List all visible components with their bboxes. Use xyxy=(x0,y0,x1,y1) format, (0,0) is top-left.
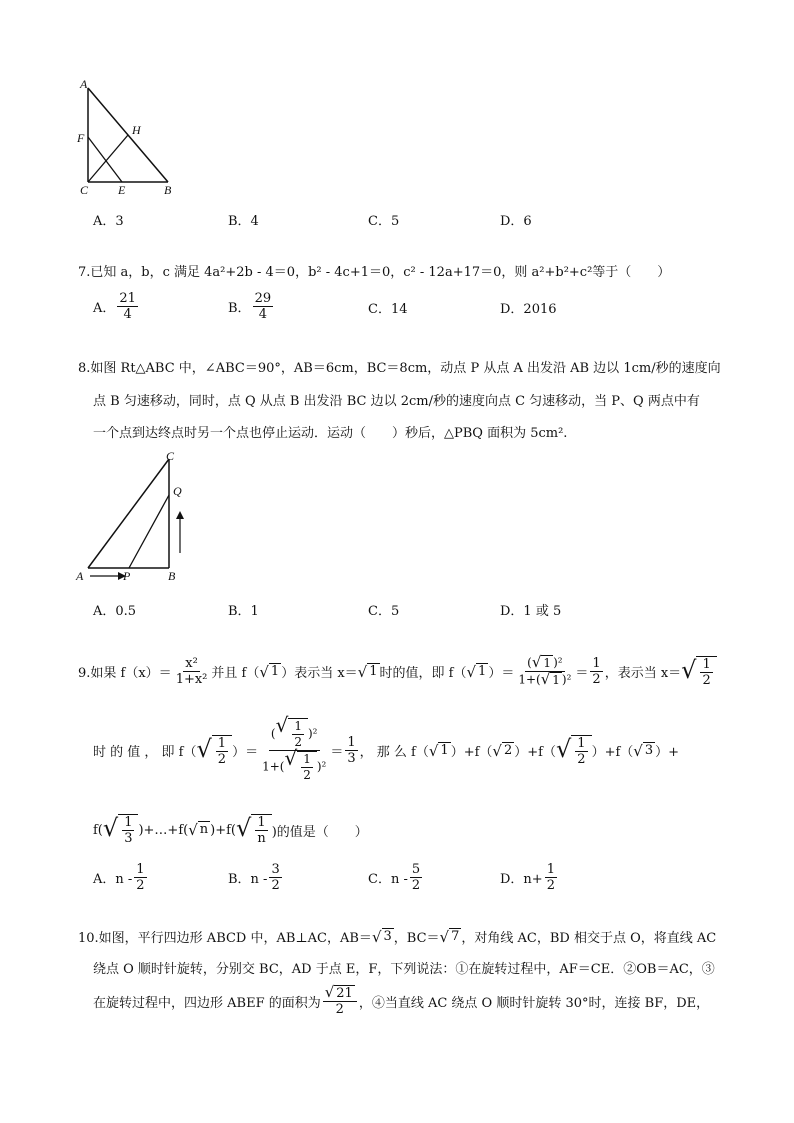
q9-option-b[interactable] xyxy=(228,862,284,893)
q9-line3: f( √ $\frac{1}{3}$ )+…+f( √ n )+f( √ $\frac{1}{n}$ )的值是（ ） xyxy=(93,814,368,846)
q9-l2-text-h: ）+ xyxy=(655,745,680,760)
q9-l3-recip-num: 1 xyxy=(257,815,266,830)
q9-l2-sqrthalf-den: 2 xyxy=(217,751,227,767)
q8-fig-label-c: C xyxy=(166,449,175,463)
q9-l2-text-g: ）+f（ xyxy=(591,745,634,760)
q8-stem-line1: 8.如图 Rt△ABC 中，∠ABC＝90°，AB＝6cm，BC＝8cm，动点 P 从点 A 出发沿 AB 边以 1cm/秒的速度向 xyxy=(78,361,721,376)
q9-l2-sqrt1: 1 xyxy=(440,742,449,758)
q9-text-5: ）＝ xyxy=(488,666,515,681)
q10-l3-text-b: ，④当直线 AC 绕点 O 顺时针旋转 30°时，连接 BF，DE， xyxy=(358,995,710,1011)
q10-line3: 在旋转过程中，四边形 ABEF 的面积为 √ 21 2 ，④当直线 AC 绕点 O 顺时针旋转 30°时，连接 BF，DE， xyxy=(93,983,710,1017)
q9-l3-sqrtn: n xyxy=(199,822,209,837)
q9-option-c[interactable] xyxy=(368,862,424,893)
q9-l2-text-f: ）+f（ xyxy=(514,745,556,760)
q7-option-b-num: 29 xyxy=(254,291,272,306)
q9-option-c-prefix: C．n - xyxy=(368,872,408,887)
q9-text-2: 并且 f（ xyxy=(211,666,260,681)
q9-third-num: 1 xyxy=(347,735,356,750)
q8-fig-label-p: P xyxy=(123,569,131,583)
fig1-label-f: F xyxy=(77,131,85,145)
q9-l2-ex-num-d: 2 xyxy=(294,735,302,749)
q7-option-a-den: 4 xyxy=(123,307,132,322)
q8-option-a[interactable]: A．0.5 xyxy=(93,604,137,619)
q10-l1-text-c: ，对角线 AC，BD 相交于点 O，将直线 AC xyxy=(461,931,717,946)
q9-l2-sqrt3: 3 xyxy=(644,742,654,758)
q9-text-7: ，表示当 x＝ xyxy=(604,666,682,681)
q7-option-c[interactable]: C．14 xyxy=(368,302,408,317)
q7-option-b[interactable] xyxy=(228,291,275,322)
q9-l3-recip-den: n xyxy=(257,831,266,846)
q8-option-c[interactable]: C．5 xyxy=(368,604,400,619)
q9-sqrt1-c: 1 xyxy=(478,663,487,679)
q10-l1-text-b: ，BC＝ xyxy=(393,931,440,946)
q7-option-b-prefix: B． xyxy=(228,301,251,316)
q9-third-den: 3 xyxy=(347,751,356,766)
q9-option-b-prefix: B．n - xyxy=(228,872,268,887)
q9-l2-text-b: ）＝ xyxy=(232,745,259,760)
q9-option-b-num: 3 xyxy=(271,862,280,877)
q10-line2: 绕点 O 顺时针旋转，分别交 BC，AD 于点 E，F，下列说法：①在旋转过程中，AF＝CE．②OB＝AC，③ xyxy=(93,962,715,977)
fig1-label-c: C xyxy=(80,183,89,197)
figure-triangle-ahf xyxy=(70,70,190,200)
q10-area-num: 21 xyxy=(336,986,353,1001)
q9-text-1: 9.如果 f（x）＝ xyxy=(78,666,172,681)
q9-fx-den: 1+x² xyxy=(175,672,208,687)
q9-option-a[interactable] xyxy=(93,862,149,893)
q7-stem: 7.已知 a，b，c 满足 4a²+2b - 4＝0，b² - 4c+1＝0，c² - 12a+17＝0，则 a²+b²+c²等于（ ） xyxy=(78,265,671,280)
q9-option-b-den: 2 xyxy=(271,878,280,893)
q10-sqrt3: 3 xyxy=(383,928,392,944)
q9-option-a-den: 2 xyxy=(136,878,145,893)
q8-stem-line3: 一个点到达终点时另一个点也停止运动．运动（ ）秒后，△PBQ 面积为 5cm². xyxy=(93,426,568,441)
q7-option-a-num: 21 xyxy=(119,291,136,306)
q6-option-c[interactable]: C．5 xyxy=(368,214,400,229)
q10-line1: 10.如图，平行四边形 ABCD 中，AB⊥AC，AB＝ √ 3 ，BC＝ √ 7 ，对角线 AC，BD 相交于点 O，将直线 AC xyxy=(78,927,717,946)
q6-option-b[interactable]: B．4 xyxy=(228,214,259,229)
q9-l2-text-a: 时 的 值 ， 即 f（ xyxy=(93,745,197,760)
q9-l2-ex-num-n: 1 xyxy=(294,719,302,733)
q9-l2-ex-den-d: 2 xyxy=(303,768,311,782)
q9-l2-text-e: ）+f（ xyxy=(450,745,493,760)
q9-option-a-prefix: A．n - xyxy=(93,872,133,887)
q9-l3-third-num: 1 xyxy=(124,815,133,830)
q10-l3-text-a: 在旋转过程中，四边形 ABEF 的面积为 xyxy=(93,995,321,1011)
q9-l2-ex-den-n: 1 xyxy=(303,752,311,766)
q9-sqrt1-a: 1 xyxy=(270,663,280,679)
q9-half-den-a: 2 xyxy=(592,672,601,687)
q9-option-d-den: 2 xyxy=(546,878,555,893)
q9-sqrt1-b: 1 xyxy=(369,663,378,679)
q9-l2-sqrt2: 2 xyxy=(503,742,513,758)
q9-l2-sqrthalf2-num: 1 xyxy=(577,735,586,751)
q9-option-d-prefix: D．n+ xyxy=(500,872,543,887)
q8-fig-label-q: Q xyxy=(173,484,182,498)
q9-fx-num: x² xyxy=(185,656,198,671)
q9-l3-third-den: 3 xyxy=(124,831,133,846)
q9-option-d-num: 1 xyxy=(546,862,555,877)
fig1-label-h: H xyxy=(132,123,141,137)
q9-line2: 时 的 值 ， 即 f（ √ $\frac{1}{2}$ ）＝ ( √ $\frac{1}{2}$ )² 1+( √ $\frac{1}{2}$ )² ＝ $\frac{1}{3}$ ， 那 么 f（ √ 1 ）+f（ √ 2 ）+f（ √ $\frac{1}{2}$ ）+f（ √ 3 ）+ xyxy=(93,713,680,782)
fig1-label-b: B xyxy=(164,183,172,197)
q9-line1: 9.如果 f（x）＝ $\frac{\text{x²}}{\text{1+x²}}$ 并且 f（ √ 1 ）表示当 x＝ √ 1 时的值，即 f（ √ 1 ）＝ ( √ 1 )² 1+( √ 1 )² ＝ $\frac{1}{2}$ ，表示当 x＝ √ $\frac{1}{2}$ xyxy=(78,655,717,688)
fig1-label-e: E xyxy=(118,183,126,197)
q9-ex1-den-sqrt: 1 xyxy=(552,673,560,687)
q8-fig-label-b: B xyxy=(168,569,176,583)
q9-l2-text-c: ＝ xyxy=(330,745,344,760)
q9-option-a-num: 1 xyxy=(136,862,145,877)
q7-option-d[interactable]: D．2016 xyxy=(500,302,557,317)
q6-option-a[interactable]: A．3 xyxy=(93,214,124,229)
q9-option-c-num: 5 xyxy=(411,862,421,877)
q8-option-b[interactable]: B．1 xyxy=(228,604,259,619)
q8-stem-line2: 点 B 匀速移动，同时，点 Q 从点 B 出发沿 BC 边以 2cm/秒的速度向点 C 匀速移动，当 P、Q 两点中有 xyxy=(93,394,700,409)
q9-l3-text-a: f( xyxy=(93,822,103,838)
fig1-label-a: A xyxy=(80,77,88,91)
q9-l2-text-d: ， 那 么 f（ xyxy=(359,745,429,760)
q9-option-c-den: 2 xyxy=(411,878,421,893)
q9-sqrthalf-den-a: 2 xyxy=(702,672,711,688)
q7-option-a[interactable] xyxy=(93,291,140,322)
q9-l3-text-b: )+…+f( xyxy=(138,822,189,838)
q9-l3-text-d: )的值是（ ） xyxy=(271,824,368,840)
q8-fig-label-a: A xyxy=(76,569,84,583)
q9-text-4: 时的值，即 f（ xyxy=(379,666,467,681)
q9-l2-sqrthalf2-den: 2 xyxy=(577,751,586,767)
q9-text-6: ＝ xyxy=(575,666,589,681)
q10-l1-text-a: 10.如图，平行四边形 ABCD 中，AB⊥AC，AB＝ xyxy=(78,931,372,946)
q9-l2-sqrthalf-num: 1 xyxy=(217,735,227,751)
q9-ex1-num-sqrt: 1 xyxy=(543,656,552,670)
q9-text-3: ）表示当 x＝ xyxy=(281,666,358,681)
figure-triangle-abc-moving xyxy=(70,445,200,590)
q7-option-a-prefix: A． xyxy=(93,301,116,316)
q9-option-d[interactable] xyxy=(500,862,559,893)
q6-option-d[interactable]: D．6 xyxy=(500,214,532,229)
q10-sqrt7: 7 xyxy=(451,928,460,944)
q7-option-b-den: 4 xyxy=(258,307,267,322)
q9-l3-text-c: )+f( xyxy=(210,822,237,838)
q8-option-d[interactable]: D．1 或 5 xyxy=(500,604,562,619)
q9-half-num-a: 1 xyxy=(592,656,601,671)
q10-area-den: 2 xyxy=(335,1002,344,1017)
q9-sqrthalf-num-a: 1 xyxy=(702,656,711,672)
